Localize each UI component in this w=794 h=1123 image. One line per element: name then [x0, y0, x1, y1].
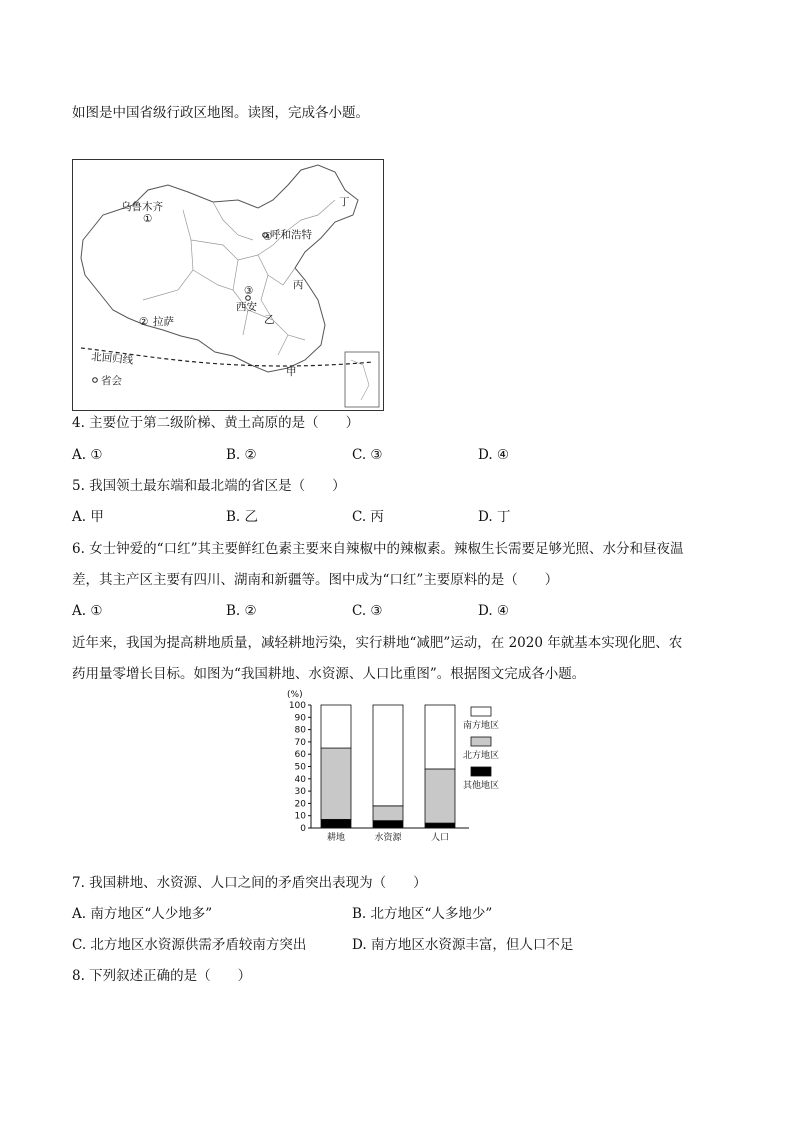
- y-tick-label: 40: [294, 774, 306, 785]
- y-tick-label: 0: [300, 824, 306, 834]
- q4-option-c: C. ③: [352, 447, 383, 463]
- label-tropic: 北回归线: [90, 351, 134, 367]
- legend-capital-label: 省会: [101, 375, 122, 387]
- intro-text-1: 如图是中国省级行政区地图。读图，完成各小题。: [72, 105, 369, 121]
- label-urumqi: 乌鲁木齐: [121, 201, 163, 213]
- label-lhasa: 拉萨: [153, 316, 174, 328]
- y-tick-label: 70: [294, 737, 306, 748]
- y-axis-unit-label: (%): [287, 690, 303, 700]
- legend-swatch: [471, 707, 491, 716]
- label-bing: 丙: [293, 279, 304, 291]
- label-hohhot: 呼和浩特: [270, 229, 312, 241]
- legend-label: 南方地区: [463, 721, 500, 731]
- q4-option-a: A. ①: [72, 447, 103, 463]
- q6-option-c: C. ③: [352, 603, 383, 619]
- x-tick-label: 耕地: [326, 833, 346, 843]
- bar-segment-北方地区: [425, 769, 455, 823]
- label-number-1: ①: [143, 213, 153, 225]
- q5-stem: 5. 我国领土最东端和最北端的省区是（ ）: [72, 478, 346, 494]
- label-number-2: ②: [139, 316, 149, 328]
- bar-segment-南方地区: [321, 705, 351, 748]
- y-tick-label: 80: [294, 725, 306, 736]
- q6-stem-line-2: 差，其主产区主要有四川、湖南和新疆等。图中成为“口红”主要原料的是（ ）: [72, 572, 559, 588]
- bar-segment-南方地区: [425, 705, 455, 769]
- legend-swatch: [471, 737, 491, 746]
- intro-text-2-line-1: 近年来，我国为提高耕地质量，减轻耕地污染，实行耕地“减肥”运动，在 2020 年就基本实现化肥、农: [72, 635, 683, 651]
- bar-segment-其他地区: [425, 823, 455, 828]
- legend-label: 北方地区: [463, 751, 500, 761]
- q5-option-a: A. 甲: [72, 509, 104, 525]
- q7-option-d: D. 南方地区水资源丰富，但人口不足: [352, 937, 574, 953]
- q4-option-b: B. ②: [226, 447, 257, 463]
- q8-stem: 8. 下列叙述正确的是（ ）: [72, 968, 252, 984]
- q4-option-d: D. ④: [478, 447, 510, 463]
- bar-segment-南方地区: [373, 705, 403, 806]
- intro-text-2-line-2: 药用量零增长目标。如图为“我国耕地、水资源、人口比重图”。根据图文完成各小题。: [72, 666, 586, 682]
- stacked-bar-chart: [285, 685, 515, 845]
- label-number-4: ④: [263, 231, 273, 243]
- bar-segment-其他地区: [373, 821, 403, 828]
- q6-option-b: B. ②: [226, 603, 257, 619]
- q7-option-a: A. 南方地区“人少地多”: [72, 906, 213, 922]
- q4-stem: 4. 主要位于第二级阶梯、黄土高原的是（ ）: [72, 415, 360, 431]
- legend-capital-dot: [93, 378, 98, 383]
- q6-option-a: A. ①: [72, 603, 103, 619]
- label-number-3: ③: [244, 285, 254, 297]
- y-tick-label: 30: [294, 787, 306, 798]
- y-tick-label: 100: [288, 701, 306, 711]
- label-ding: 丁: [339, 196, 350, 208]
- x-tick-label: 人口: [430, 833, 450, 843]
- label-jia: 甲: [286, 366, 297, 378]
- bar-segment-北方地区: [321, 748, 351, 819]
- y-tick-label: 20: [294, 799, 306, 810]
- china-outline: [81, 165, 358, 372]
- label-yi: 乙: [264, 314, 275, 326]
- y-tick-label: 10: [294, 811, 306, 822]
- q5-option-c: C. 丙: [352, 509, 384, 525]
- q5-option-b: B. 乙: [226, 509, 259, 525]
- q7-option-c: C. 北方地区水资源供需矛盾较南方突出: [72, 937, 307, 953]
- legend-swatch: [471, 767, 491, 776]
- y-tick-label: 90: [294, 713, 306, 724]
- q5-option-d: D. 丁: [478, 509, 511, 525]
- q6-stem-line-1: 6. 女士钟爱的“口红”其主要鲜红色素主要来自辣椒中的辣椒素。辣椒生长需要足够光照、水分和昼夜温: [72, 541, 684, 557]
- bar-segment-北方地区: [373, 806, 403, 821]
- label-xian: 西安: [236, 301, 257, 313]
- q7-option-b: B. 北方地区“人多地少”: [352, 906, 493, 922]
- q6-option-d: D. ④: [478, 603, 510, 619]
- china-province-map: [72, 159, 384, 411]
- bar-segment-其他地区: [321, 819, 351, 828]
- y-tick-label: 60: [294, 750, 306, 761]
- x-tick-label: 水资源: [374, 833, 402, 843]
- y-tick-label: 50: [294, 762, 306, 773]
- q7-stem: 7. 我国耕地、水资源、人口之间的矛盾突出表现为（ ）: [72, 875, 427, 891]
- legend-label: 其他地区: [463, 781, 500, 791]
